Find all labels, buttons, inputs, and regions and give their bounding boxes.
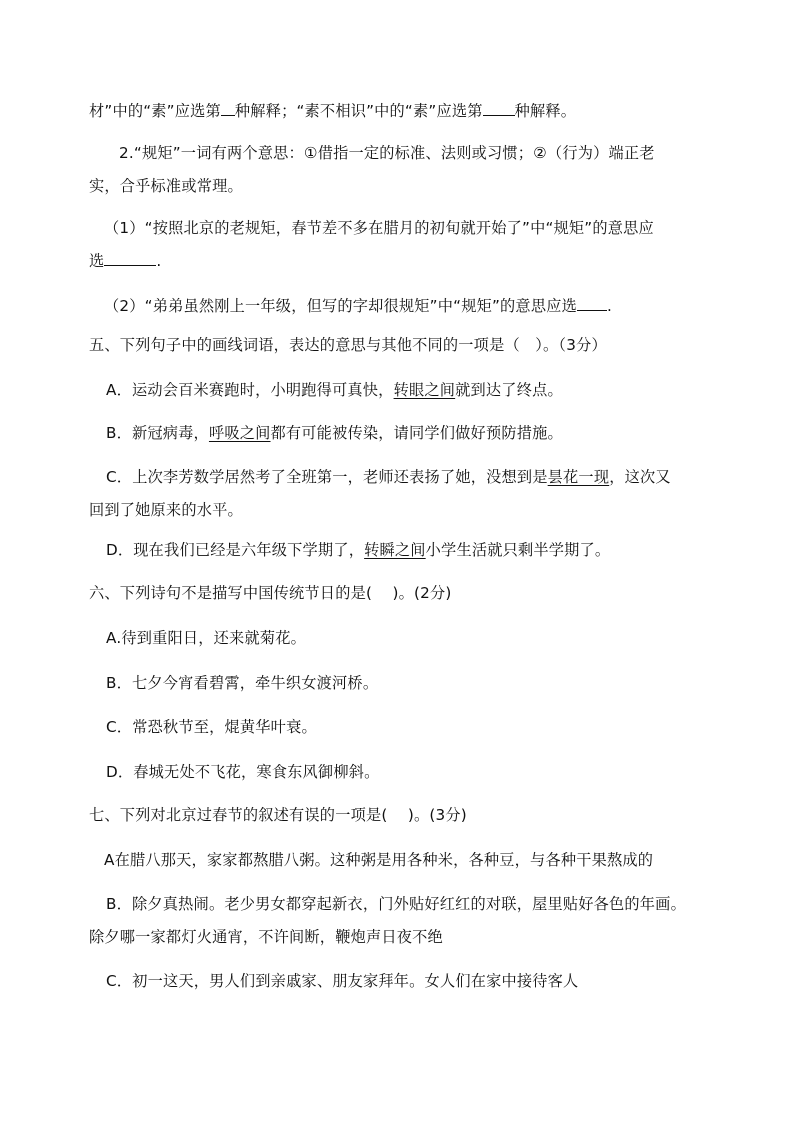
q5-option-c-line-1[interactable]	[106, 467, 671, 487]
q7-option-b-line-2: 除夕哪一家都灯火通宵，不许间断，鞭炮声日夜不绝	[89, 928, 443, 946]
text: D．现在我们已经是六年级下学期了，	[106, 541, 365, 559]
q7-option-c[interactable]: C．初一这天，男人们到亲戚家、朋友家拜年。女人们在家中接待客人	[106, 972, 579, 990]
q7-title: 七、下列对北京过春节的叙述有误的一项是( )。(3分)	[89, 806, 467, 824]
q6-option-d[interactable]: D．春城无处不飞花，寒食东风御柳斜。	[106, 763, 380, 781]
text: 小学生活就只剩半学期了。	[425, 541, 611, 559]
q6-option-c[interactable]: C．常恐秋节至，焜黄华叶衰。	[106, 718, 317, 736]
underlined-term: 转瞬之间	[364, 541, 426, 559]
q5-title: 五、下列句子中的画线词语，表达的意思与其他不同的一项是（ ）。（3分）	[89, 336, 607, 354]
text: （2）“弟弟虽然刚上一年级，但写的字却很规矩”中“规矩”的意思应选	[104, 297, 577, 315]
underlined-term: 呼吸之间	[208, 424, 271, 442]
q5-option-b[interactable]	[106, 423, 563, 443]
text: 种解释；“素不相识”中的“素”应选第	[234, 102, 483, 120]
text: 选	[89, 252, 105, 270]
text: A．运动会百米赛跑时，小明跑得可真快，	[106, 381, 394, 399]
text: C．上次李芳数学居然考了全班第一，老师还表扬了她，没想到是	[106, 468, 548, 486]
q4-sub2-part1-line-1: （1）“按照北京的老规矩，春节差不多在腊月的初旬就开始了”中“规矩”的意思应	[104, 219, 654, 237]
answer-blank[interactable]	[104, 251, 156, 266]
q5-option-a[interactable]	[106, 380, 563, 400]
q7-option-a[interactable]: A在腊八那天，家家都熬腊八粥。这种粥是用各种米，各种豆，与各种干果熬成的	[104, 851, 654, 869]
q6-title: 六、下列诗句不是描写中国传统节日的是( )。(2分)	[89, 584, 452, 602]
q5-option-d[interactable]	[106, 540, 610, 560]
q4-sub2-part2	[104, 296, 612, 316]
q7-option-b-line-1[interactable]: B．除夕真热闹。老少男女都穿起新衣，门外贴好红红的对联，屋里贴好各色的年画。	[106, 895, 686, 913]
answer-blank[interactable]	[221, 101, 235, 116]
text: 就到达了终点。	[455, 381, 563, 399]
text: B．新冠病毒，	[106, 424, 209, 442]
q4-sub2-line-2: 实，合乎标准或常理。	[89, 177, 243, 195]
text: 材”中的“素”应选第	[89, 102, 221, 120]
q6-option-a[interactable]: A.待到重阳日，还来就菊花。	[106, 629, 306, 647]
q5-option-c-line-2: 回到了她原来的水平。	[89, 501, 243, 519]
text: .	[156, 252, 162, 270]
q4-sub2-line-1: 2.“规矩”一词有两个意思：①借指一定的标准、法则或习惯；②（行为）端正老	[119, 144, 655, 162]
underlined-term: 昙花一现	[547, 468, 610, 486]
text: 种解释。	[514, 102, 577, 120]
text: ，这次又	[609, 468, 671, 486]
text: 都有可能被传染，请同学们做好预防措施。	[270, 424, 563, 442]
answer-blank[interactable]	[483, 101, 515, 116]
q4-sub2-part1-line-2	[89, 251, 161, 271]
text: .	[607, 297, 613, 315]
q6-option-b[interactable]: B．七夕今宵看碧霄，牵牛织女渡河桥。	[106, 674, 379, 692]
q4-line-1	[89, 101, 576, 121]
underlined-term: 转眼之间	[393, 381, 456, 399]
answer-blank[interactable]	[577, 296, 607, 311]
